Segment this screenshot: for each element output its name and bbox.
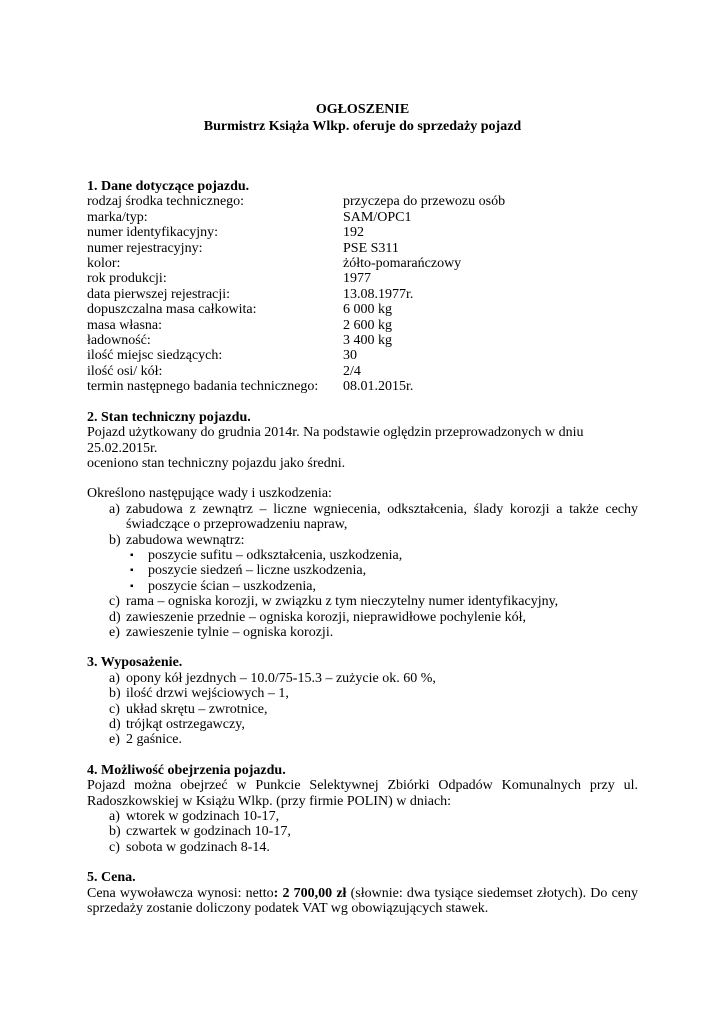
row-key: marka/typ: (87, 209, 148, 225)
list-item (87, 717, 638, 732)
data-row (87, 210, 638, 225)
row-value: 3 400 kg (343, 333, 392, 349)
data-row (87, 302, 638, 317)
item-text: czwartek w godzinach 10-17, (126, 824, 291, 840)
defects-intro: Określono następujące wady i uszkodzenia: (87, 486, 332, 502)
sublist-text: poszycie sufitu – odkształcenia, uszkodzenia, (148, 547, 403, 563)
data-row (87, 271, 638, 286)
price-intro: Cena wywoławcza wynosi: netto (87, 885, 274, 901)
defects-list (87, 502, 638, 641)
square-bullet-icon: ▪ (130, 580, 134, 592)
item-text: trójkąt ostrzegawczy, (126, 717, 245, 732)
section-1-heading: 1. Dane dotyczące pojazdu. (87, 179, 250, 194)
item-label: c) (109, 839, 120, 855)
item-label: b) (109, 686, 121, 702)
data-row (87, 379, 638, 394)
list-item (87, 702, 638, 717)
row-key: ilość osi/ kół: (87, 363, 163, 379)
item-text: zabudowa z zewnątrz – liczne wgniecenia, odkształcenia, ślady korozji a także cechy świadczące o przeprowadzeniu napraw, (126, 501, 638, 533)
list-item (87, 840, 638, 855)
row-value: 6 000 kg (343, 302, 392, 318)
document-title: OGŁOSZENIE (315, 102, 410, 117)
document-header (0, 101, 725, 135)
item-text: 2 gaśnice. (126, 732, 182, 748)
row-value: 2 600 kg (343, 317, 392, 333)
item-text: zabudowa wewnątrz: (126, 532, 245, 548)
price-paragraph (87, 886, 638, 917)
data-row (87, 256, 638, 271)
square-bullet-icon: ▪ (130, 549, 134, 561)
row-value: 1977 (343, 271, 371, 287)
sublist-item (126, 579, 638, 594)
viewing-paragraph: Pojazd można obejrzeć w Punkcie Selektywnej Zbiórki Odpadów Komunalnych przy ul. Radoszkowskiej w Książu Wlkp. (przy firmie POLIN) w dniach: (87, 778, 638, 809)
spacer (87, 395, 638, 410)
list-item (87, 809, 638, 824)
data-row (87, 318, 638, 333)
item-text: ilość drzwi wejściowych – 1, (126, 686, 289, 702)
row-value: przyczepa do przewozu osób (343, 194, 506, 210)
item-text: zawieszenie przednie – ogniska korozji, nieprawidłowe pochylenie kół, (126, 609, 527, 625)
row-value: PSE S311 (343, 240, 399, 256)
row-key: numer rejestracyjny: (87, 240, 203, 256)
item-label: b) (109, 532, 121, 548)
spacer (87, 640, 638, 655)
section-3-heading: 3. Wyposażenie. (87, 655, 183, 671)
item-label: a) (109, 809, 120, 825)
row-key: ładowność: (87, 333, 151, 349)
row-value: 30 (343, 348, 357, 364)
data-row (87, 333, 638, 348)
condition-line-1: Pojazd użytkowany do grudnia 2014r. Na podstawie oględzin przeprowadzonych w dniu 25.02.2015r. (87, 425, 584, 456)
row-value: 192 (343, 225, 364, 241)
item-text: zawieszenie tylnie – ogniska korozji. (126, 624, 334, 640)
sublist-item (126, 563, 638, 578)
condition-line-2: oceniono stan techniczny pojazdu jako średni. (87, 455, 346, 471)
data-row (87, 364, 638, 379)
vehicle-data-table (87, 194, 638, 394)
price-value: : 2 700,00 zł (273, 885, 347, 901)
section-2-heading: 2. Stan techniczny pojazdu. (87, 409, 251, 425)
item-text: układ skrętu – zwrotnice, (126, 701, 268, 717)
list-item (87, 533, 638, 595)
sublist (126, 548, 638, 594)
spacer (87, 471, 638, 486)
square-bullet-icon: ▪ (130, 565, 134, 577)
row-value: SAM/OPC1 (343, 209, 412, 225)
item-label: a) (109, 501, 120, 517)
row-key: kolor: (87, 256, 121, 272)
equipment-list (87, 671, 638, 748)
item-label: c) (109, 594, 120, 610)
list-item (87, 671, 638, 686)
row-value: żółto-pomarańczowy (343, 256, 462, 272)
row-key: rok produkcji: (87, 271, 167, 287)
item-label: e) (109, 732, 120, 748)
item-label: a) (109, 670, 120, 686)
viewing-days-list (87, 809, 638, 855)
sublist-item (126, 548, 638, 563)
row-key: rodzaj środka technicznego: (87, 194, 245, 210)
item-label: b) (109, 824, 121, 840)
row-value: 13.08.1977r. (343, 286, 414, 302)
item-label: e) (109, 624, 120, 640)
item-text: sobota w godzinach 8-14. (126, 839, 270, 855)
list-item (87, 732, 638, 747)
data-row (87, 225, 638, 240)
item-text: wtorek w godzinach 10-17, (126, 809, 280, 825)
section-4-heading: 4. Możliwość obejrzenia pojazdu. (87, 762, 286, 778)
row-key: ilość miejsc siedzących: (87, 348, 223, 364)
data-row (87, 348, 638, 363)
item-label: c) (109, 701, 120, 717)
row-key: numer identyfikacyjny: (87, 225, 219, 241)
item-text: opony kół jezdnych – 10.0/75-15.3 – zużycie ok. 60 %, (126, 670, 436, 686)
price-details: (słownie: dwa tysiące siedemset złotych). Do ceny sprzedaży zostanie doliczony podatek VAT wg obowiązujących stawek. (87, 885, 638, 917)
document-subtitle: Burmistrz Książa Wlkp. oferuje do sprzedaży pojazd (203, 119, 522, 134)
list-item (87, 594, 638, 609)
sublist-text: poszycie ścian – uszkodzenia, (148, 578, 316, 594)
item-text: rama – ogniska korozji, w związku z tym nieczytelny numer identyfikacyjny, (126, 594, 559, 610)
list-item (87, 625, 638, 640)
item-label: d) (109, 609, 121, 625)
data-row (87, 241, 638, 256)
spacer (87, 748, 638, 763)
sublist-text: poszycie siedzeń – liczne uszkodzenia, (148, 563, 367, 579)
list-item (87, 610, 638, 625)
row-value: 2/4 (343, 363, 361, 379)
data-row (87, 194, 638, 209)
row-key: data pierwszej rejestracji: (87, 286, 231, 302)
row-key: dopuszczalna masa całkowita: (87, 302, 257, 318)
spacer (87, 855, 638, 870)
item-label: d) (109, 717, 121, 732)
list-item (87, 502, 638, 533)
row-key: masa własna: (87, 317, 163, 333)
row-value: 08.01.2015r. (343, 379, 414, 395)
document-body (87, 179, 638, 916)
row-key: termin następnego badania technicznego: (87, 379, 319, 395)
section-5-heading: 5. Cena. (87, 870, 136, 886)
data-row (87, 287, 638, 302)
list-item (87, 686, 638, 701)
list-item (87, 824, 638, 839)
